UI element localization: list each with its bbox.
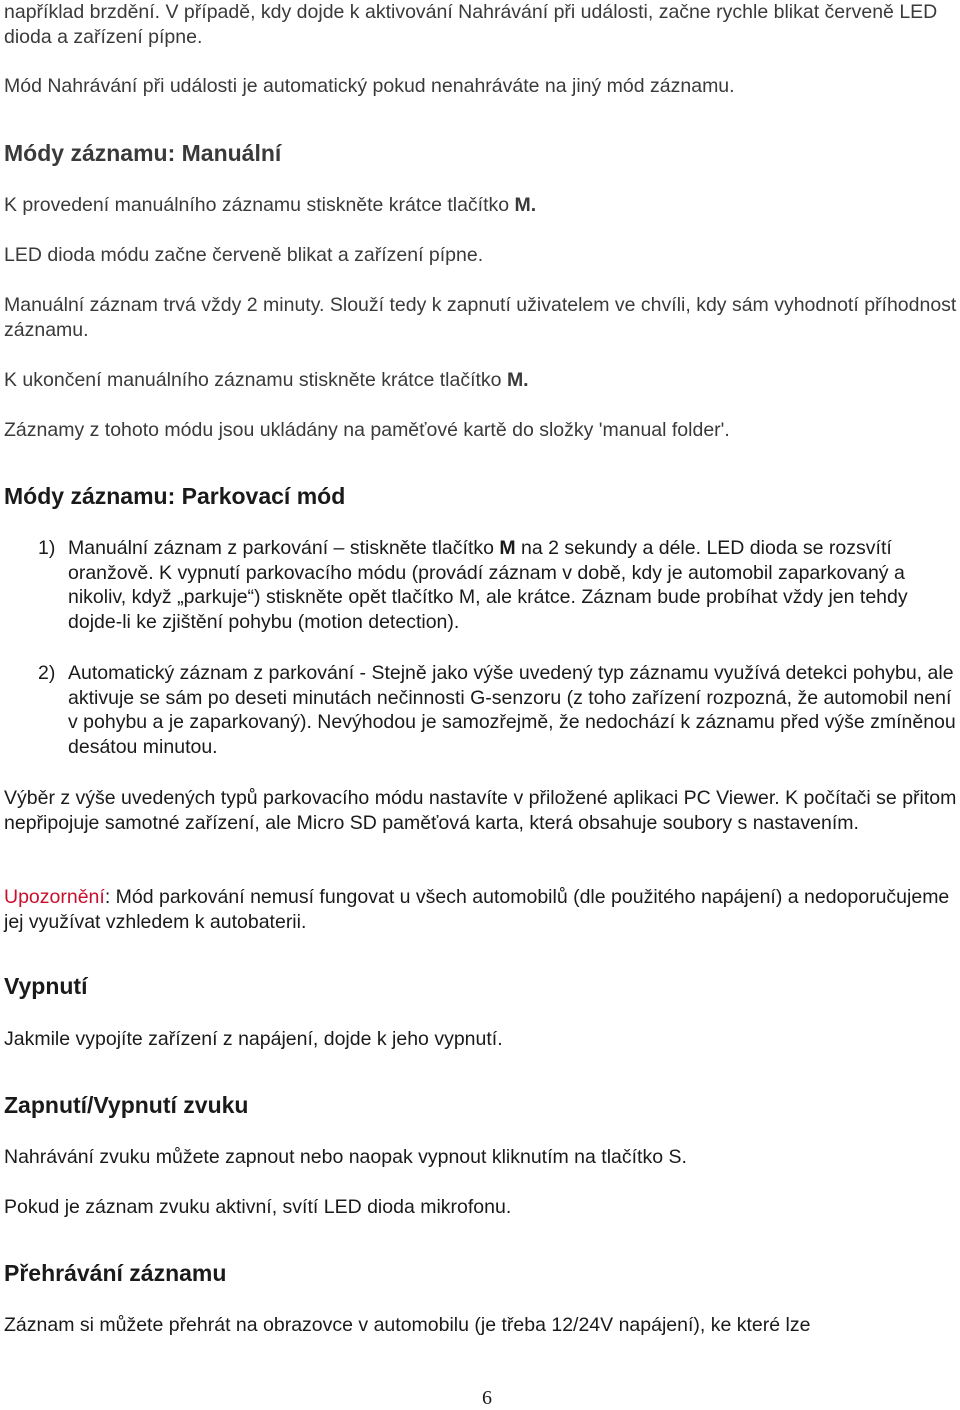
manual-led-note: LED dioda módu začne červeně blikat a zařízení pípne. xyxy=(4,244,484,266)
list-number-1: 1) xyxy=(38,537,56,559)
parking-mode-heading: Módy záznamu: Parkovací mód xyxy=(4,483,346,509)
parking-warning xyxy=(4,885,958,934)
parking-list-item-1 xyxy=(38,536,958,634)
manual-duration-note: Manuální záznam trvá vždy 2 minuty. Slouží tedy k zapnutí uživatelem ve chvíli, kdy sám vyhodnotí příhodnost záznamu. xyxy=(4,294,957,341)
list-item-1-part-b: na 2 sekundy a déle. LED dioda se rozsvítí oranžově. K vypnutí parkovacího módu (provádí záznam v době, kdy je automobil zaparkovaný a nikoliv, když „parkuje“) stiskněte opět tlačítko M, ale krátce. Záznam bude probíhat vždy jen tehdy dojde-li ke zjištění pohybu (motion detection). xyxy=(68,537,908,633)
sound-led-paragraph: Pokud je záznam zvuku aktivní, svítí LED dioda mikrofonu. xyxy=(4,1196,512,1218)
page-number: 6 xyxy=(482,1387,492,1409)
sound-heading: Zapnutí/Vypnutí zvuku xyxy=(4,1092,249,1118)
warning-text: : Mód parkování nemusí fungovat u všech automobilů (dle použitého napájení) a nedoporučujeme jej využívat vzhledem k autobaterii. xyxy=(4,886,950,933)
manual-start-instruction xyxy=(4,193,958,218)
manual-storage-note: Záznamy z tohoto módu jsou ukládány na paměťové kartě do složky 'manual folder'. xyxy=(4,419,730,441)
list-item-1-part-a: Manuální záznam z parkování – stiskněte tlačítko xyxy=(68,537,500,559)
manual-stop-instruction xyxy=(4,368,958,393)
parking-settings-paragraph: Výběr z výše uvedených typů parkovacího módu nastavíte v přiložené aplikaci PC Viewer. K počítači se přitom nepřipojuje samotné zařízení, ale Micro SD paměťová karta, která obsahuje soubory s nastavením. xyxy=(4,787,957,834)
manual-start-key: M. xyxy=(514,194,537,216)
playback-heading: Přehrávání záznamu xyxy=(4,1260,227,1286)
power-off-paragraph: Jakmile vypojíte zařízení z napájení, dojde k jeho vypnutí. xyxy=(4,1028,503,1050)
intro-paragraph: například brzdění. V případě, kdy dojde k aktivování Nahrávání při události, začne rychle blikat červeně LED dioda a zařízení pípne. xyxy=(4,1,938,48)
list-item-2-text: Automatický záznam z parkování - Stejně jako výše uvedený typ záznamu využívá detekci pohybu, ale aktivuje se sám po deseti minutách nečinnosti G-senzoru (z toho zařízení rozpozná, že automobil není v pohybu a je zaparkovaný). Nevýhodou je samozřejmě, že nedochází k záznamu před výše zmíněnou desátou minutou. xyxy=(68,662,956,758)
manual-stop-key: M. xyxy=(506,369,529,391)
intro-event-recording-note: Mód Nahrávání při události je automatický pokud nenahráváte na jiný mód záznamu. xyxy=(4,75,735,97)
list-item-1-text xyxy=(68,536,958,634)
parking-list-item-2 xyxy=(38,661,958,759)
list-item-1-key: M xyxy=(499,537,516,559)
manual-start-text: K provedení manuálního záznamu stiskněte krátce tlačítko xyxy=(4,194,515,216)
playback-paragraph: Záznam si můžete přehrát na obrazovce v automobilu (je třeba 12/24V napájení), ke které lze xyxy=(4,1314,811,1336)
manual-mode-heading: Módy záznamu: Manuální xyxy=(4,140,282,166)
list-number-2: 2) xyxy=(38,662,56,684)
sound-toggle-paragraph: Nahrávání zvuku můžete zapnout nebo naopak vypnout kliknutím na tlačítko S. xyxy=(4,1146,687,1168)
warning-label: Upozornění xyxy=(4,886,105,908)
power-off-heading: Vypnutí xyxy=(4,973,88,999)
manual-stop-text: K ukončení manuálního záznamu stiskněte krátce tlačítko xyxy=(4,369,507,391)
